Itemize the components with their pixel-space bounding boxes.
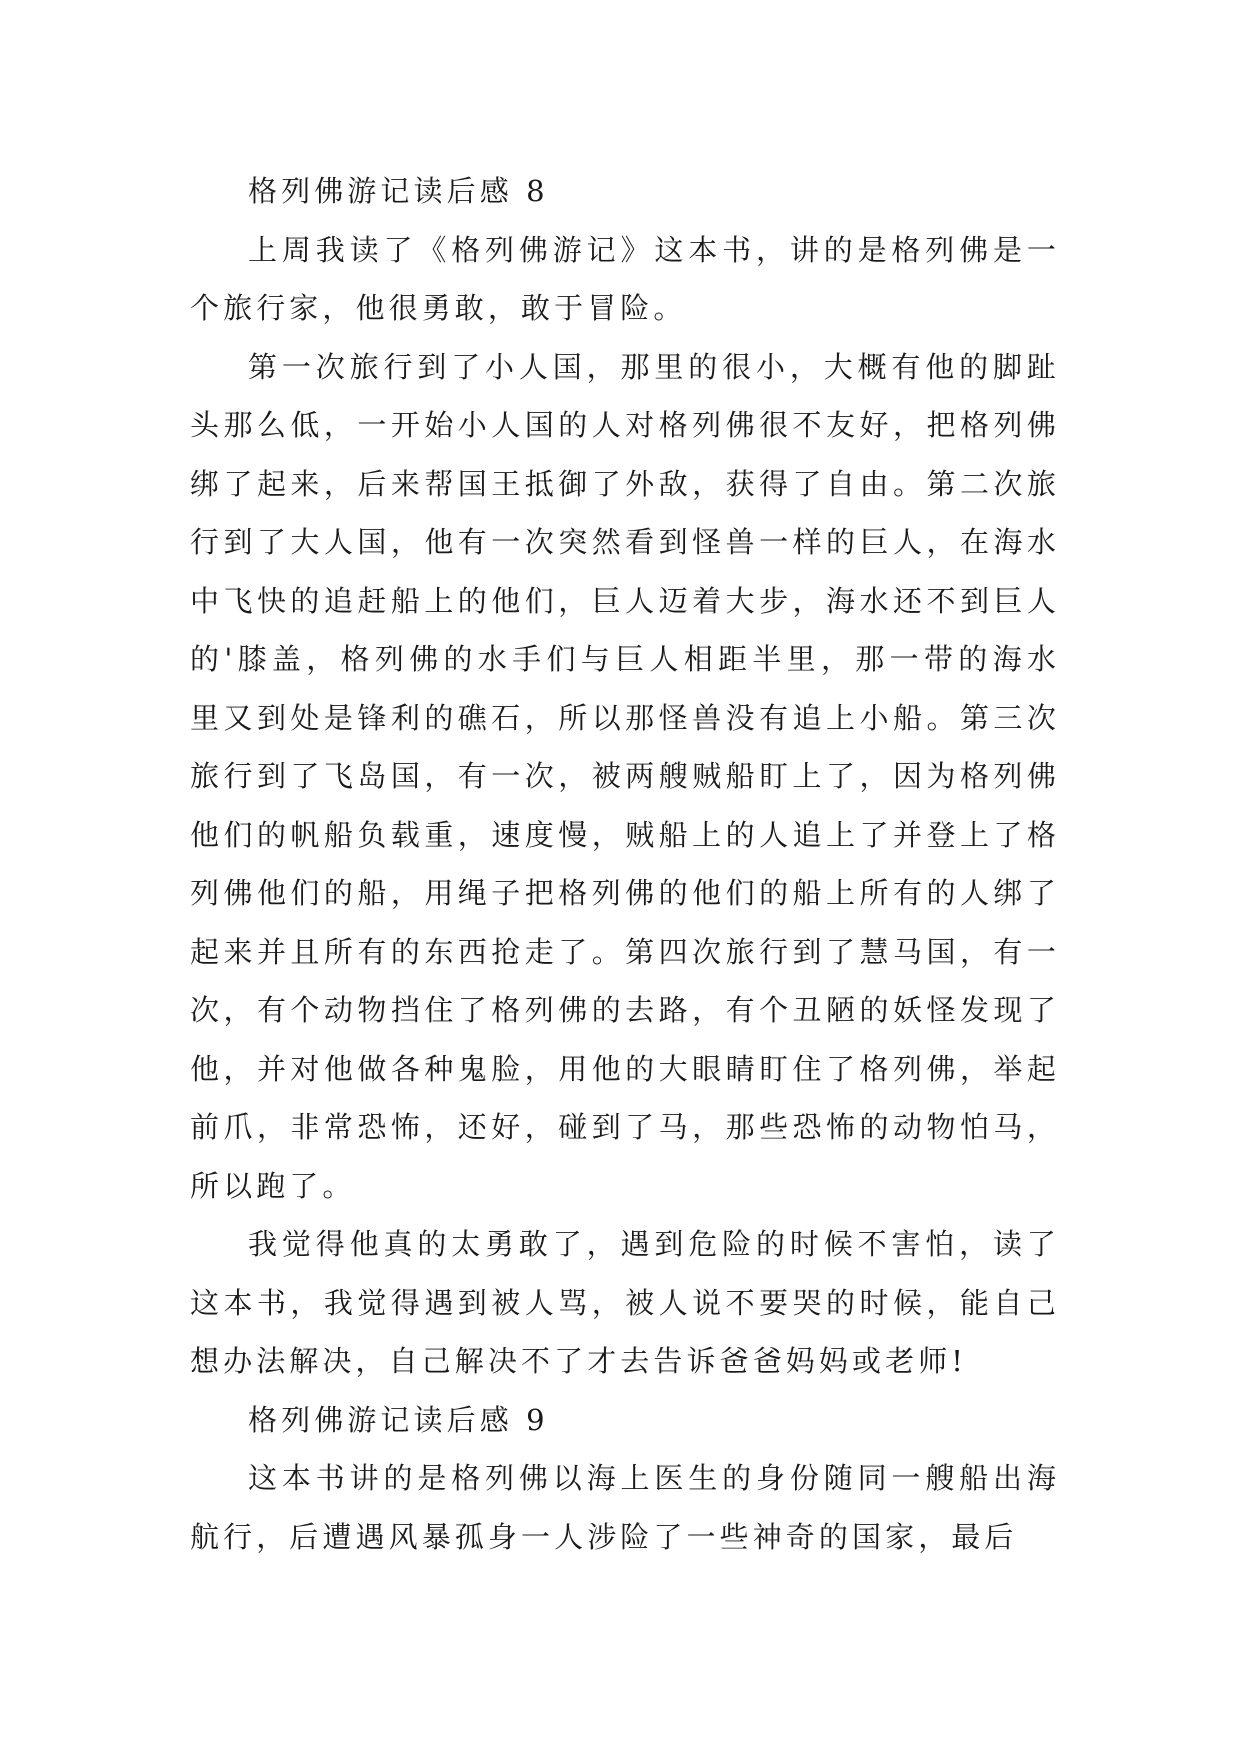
- section-heading: 格列佛游记读后感 8: [248, 174, 549, 208]
- paragraph: 我觉得他真的太勇敢了，遇到危险的时候不害怕，读了这本书，我觉得遇到被人骂，被人说不要哭的时候，能自己想办法解决，自己解决不了才去告诉爸爸妈妈或老师!: [190, 1227, 1060, 1378]
- paragraph: 第一次旅行到了小人国，那里的很小，大概有他的脚趾头那么低，一开始小人国的人对格列佛很不友好，把格列佛绑了起来，后来帮国王抵御了外敌，获得了自由。第二次旅行到了大人国，他有一次突然看到怪兽一样的巨人，在海水中飞快的追赶船上的他们，巨人迈着大步，海水还不到巨人的'膝盖，格列佛的水手们与巨人相距半里，那一带的海水里又到处是锋利的礁石，所以那怪兽没有追上小船。第三次旅行到了飞岛国，有一次，被两艘贼船盯上了，因为格列佛他们的帆船负载重，速度慢，贼船上的人追上了并登上了格列佛他们的船，用绳子把格列佛的他们的船上所有的人绑了起来并且所有的东西抢走了。第四次旅行到了慧马国，有一次，有个动物挡住了格列佛的去路，有个丑陋的妖怪发现了他，并对他做各种鬼脸，用他的大眼睛盯住了格列佛，举起前爪，非常恐怖，还好，碰到了马，那些恐怖的动物怕马，所以跑了。: [190, 349, 1060, 1203]
- paragraph: 上周我读了《格列佛游记》这本书，讲的是格列佛是一个旅行家，他很勇敢，敢于冒险。: [190, 232, 1060, 325]
- document-page: [190, 162, 1060, 1566]
- paragraph: 这本书讲的是格列佛以海上医生的身份随同一艘船出海航行，后遭遇风暴孤身一人涉险了一些神奇的国家，最后: [190, 1461, 1060, 1554]
- section-heading: 格列佛游记读后感 9: [248, 1402, 549, 1437]
